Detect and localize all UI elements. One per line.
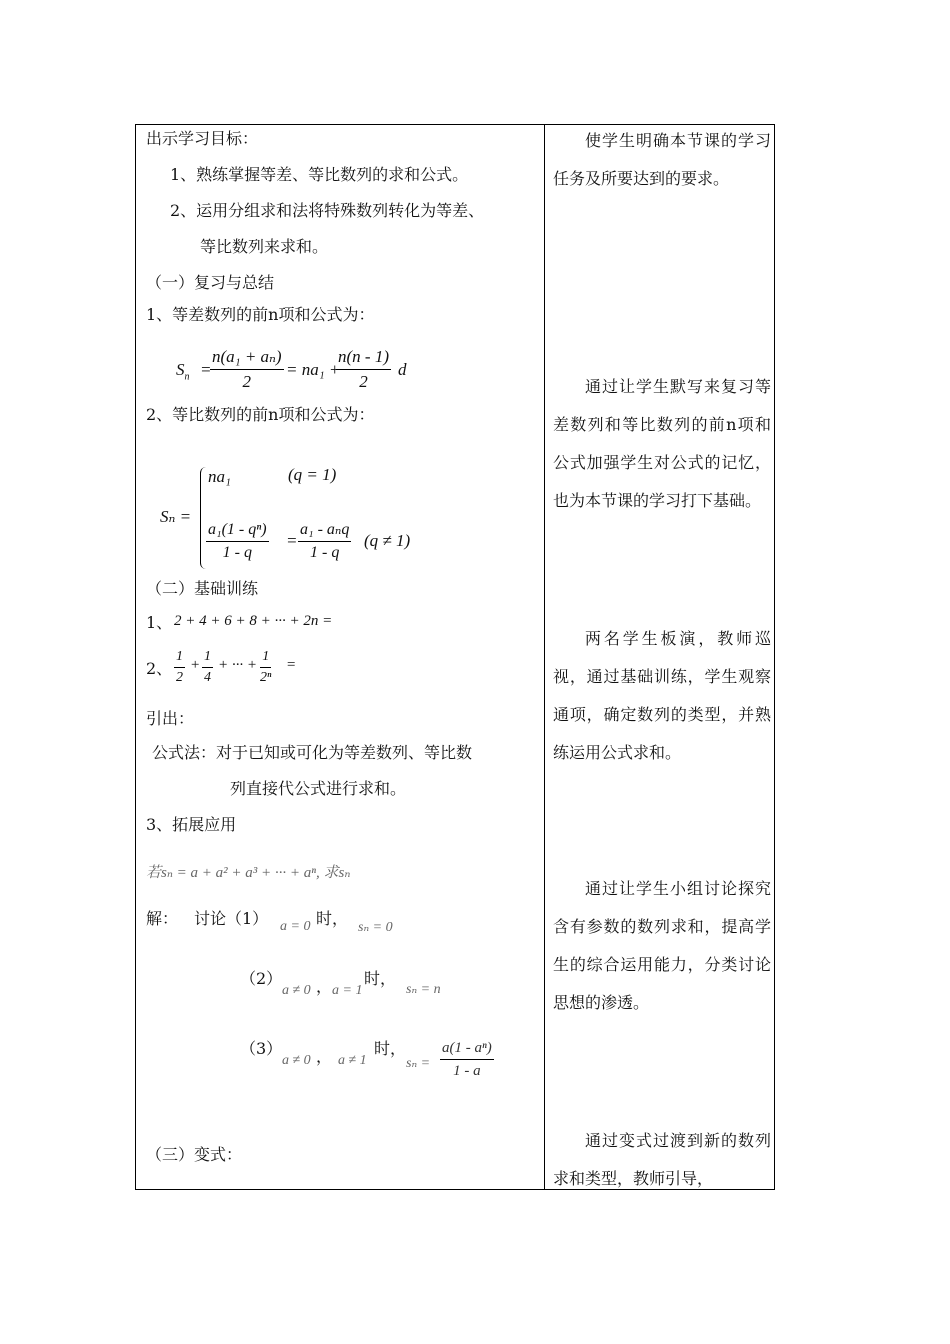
case-3-comma: ， (316, 1047, 333, 1066)
ex2-plus: + (190, 657, 201, 673)
ex2-f2-den: 4 (204, 670, 211, 685)
note-extension: 通过让学生小组讨论探究含有参数的数列求和，提高学生的综合运用能力，分类讨论思想的渗透。 (553, 879, 771, 1012)
case-1-shi: 时， (316, 909, 349, 928)
ex2-f3-den: 2ⁿ (260, 670, 272, 685)
case-2-result: sₙ = n (406, 982, 441, 997)
case-3-denominator: 1 - a (453, 1063, 481, 1079)
section-basic-training-heading: （二）基础训练 (146, 579, 259, 598)
formula1-frac2-num: n(n - 1) (336, 345, 391, 370)
formula1-tail: d (398, 360, 407, 379)
ex2-mid: + ··· + (218, 657, 257, 673)
note-review: 通过让学生默写来复习等差数列和等比数列的前n项和公式加强学生对公式的记忆，也为本节课的学习打下基础。 (553, 377, 771, 510)
formula1-frac2-den: 2 (359, 372, 368, 391)
case-2-comma: ， (316, 977, 333, 996)
section-review-heading: （一）复习与总结 (146, 273, 275, 292)
case-3-condition-a: a ≠ 0 (282, 1053, 311, 1068)
case-3-condition-b: a ≠ 1 (338, 1053, 367, 1068)
formula1-mid: = na₁ + (286, 360, 341, 379)
case-2-condition-a: a ≠ 0 (282, 983, 311, 998)
formula2-case1-value: na₁ (208, 467, 231, 486)
case-3-label: （3） (240, 1039, 283, 1058)
formula1-eq: = (200, 360, 212, 379)
formula2-frac1-den: 1 - q (222, 544, 252, 561)
case-3-shi: 时， (374, 1039, 407, 1058)
formula1-lhs-sub: n (184, 371, 190, 383)
objectives-title: 出示学习目标： (146, 129, 259, 148)
item-geometric-sum-heading: 2、等比数列的前n项和公式为： (146, 405, 375, 424)
ex2-eq: = (286, 657, 297, 673)
formula-method-line-2: 列直接代公式进行求和。 (230, 779, 407, 798)
lesson-plan-table (135, 124, 775, 1190)
formula1-frac1-num: n(a₁ + aₙ) (210, 345, 284, 370)
formula-method-line-1: 公式法：对于已知或可化为等差数列、等比数 (152, 743, 473, 762)
case-2-condition-b: a = 1 (332, 983, 363, 998)
objective-1: 1、熟练掌握等差、等比数列的求和公式。 (170, 165, 469, 184)
exercise-1-label: 1、 (146, 613, 173, 632)
formula1-frac1-den: 2 (242, 372, 252, 391)
exercise-2-label: 2、 (146, 659, 173, 678)
case-3-lhs: sₙ = (406, 1056, 431, 1071)
formula2-case1-cond: (q = 1) (288, 465, 337, 484)
ex2-f3-num: 1 (260, 647, 271, 668)
case-2-shi: 时， (364, 969, 397, 988)
formula2-frac2-den: 1 - q (310, 544, 340, 561)
objective-2-line-2: 等比数列来求和。 (200, 237, 329, 256)
note-objectives: 使学生明确本节课的学习任务及所要达到的要求。 (553, 131, 771, 188)
case-3-numerator: a(1 - aⁿ) (440, 1037, 494, 1060)
formula2-lhs: Sₙ = (160, 507, 192, 526)
ex2-f2-num: 1 (202, 647, 213, 668)
note-basic-training: 两名学生板演，教师巡视，通过基础训练，学生观察通项，确定数列的类型，并熟练运用公式求和。 (553, 629, 771, 762)
case-1-result: sₙ = 0 (358, 920, 393, 935)
solution-label: 解： (146, 909, 179, 928)
formula2-frac1-num: a₁(1 - qⁿ) (206, 519, 269, 542)
column-divider (544, 125, 545, 1189)
item-extension-heading: 3、拓展应用 (146, 815, 237, 834)
formula1-lhs: S (176, 360, 185, 379)
section-variation-heading: （三）变式： (146, 1145, 243, 1164)
case-1-condition: a = 0 (280, 919, 311, 934)
case-2-label: （2） (240, 969, 283, 988)
ex2-f1-den: 2 (176, 670, 183, 685)
formula2-frac2-num: a₁ - aₙq (298, 519, 351, 542)
lead-out-label: 引出： (146, 709, 195, 728)
ex2-f1-num: 1 (174, 647, 185, 668)
exercise-1-expr: 2 + 4 + 6 + 8 + ··· + 2n = (174, 613, 333, 629)
formula2-case2-cond: (q ≠ 1) (364, 531, 411, 550)
discuss-case-1: 讨论（1） (194, 909, 269, 928)
extension-problem: 若sₙ = a + a² + a³ + ··· + aⁿ, 求sₙ (146, 865, 351, 881)
item-arithmetic-sum-heading: 1、等差数列的前n项和公式为： (146, 305, 375, 324)
formula2-case2-eq: = (286, 531, 298, 550)
note-variation: 通过变式过渡到新的数列求和类型，教师引导， (553, 1131, 771, 1188)
objective-2-line-1: 2、运用分组求和法将特殊数列转化为等差、 (170, 201, 485, 220)
